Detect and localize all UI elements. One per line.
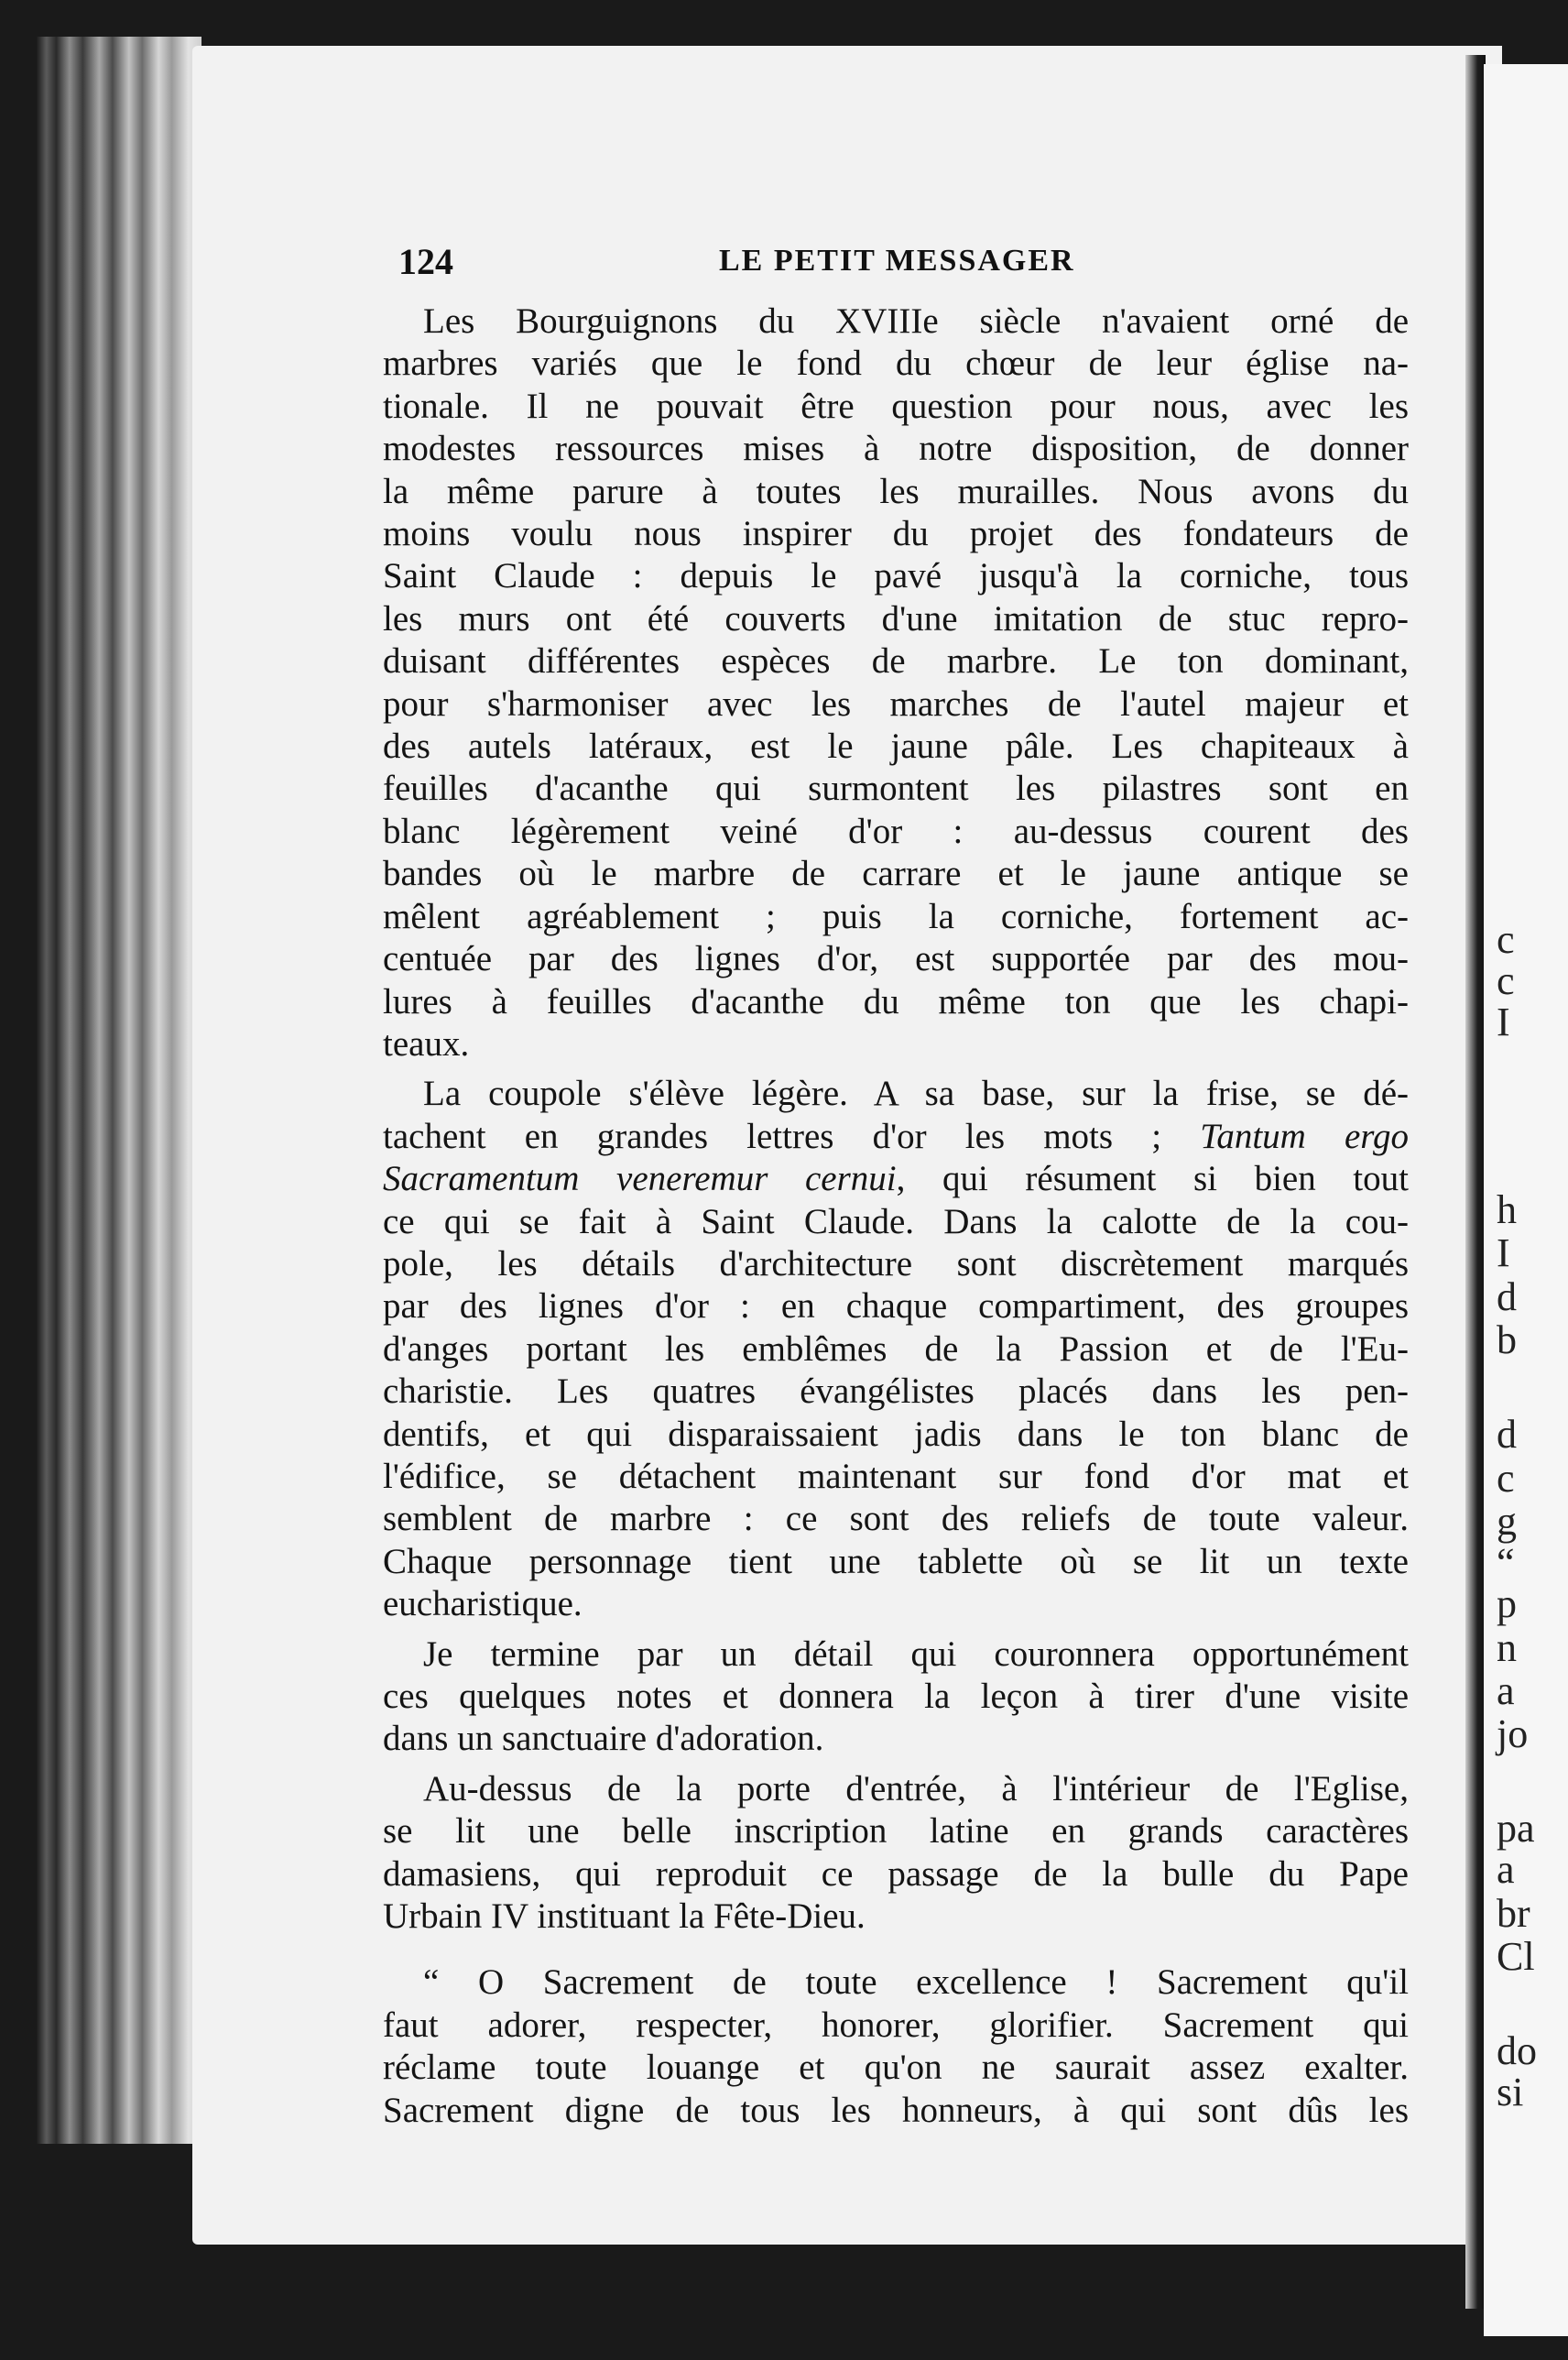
facing-page-fragment: jo: [1497, 1711, 1529, 1756]
text-line: eucharistique.: [383, 1584, 583, 1624]
facing-page-fragment: c: [1497, 1456, 1515, 1501]
text-line: se lit une belle inscription latine en grands caractères: [383, 1811, 1409, 1852]
text-line: pour s'harmoniser avec les marches de l'autel majeur et: [383, 683, 1409, 724]
text-line: lures à feuilles d'acanthe du même ton que les chapi-: [383, 981, 1409, 1022]
running-head: [398, 240, 1415, 295]
text-line: bandes où le marbre de carrare et le jaune antique se: [383, 854, 1409, 894]
text-line: Chaque personnage tient une tablette où se lit un texte: [383, 1541, 1409, 1581]
body-text: [383, 300, 1409, 2139]
facing-page-fragment: do: [1497, 2028, 1537, 2073]
text-line: teaux.: [383, 1023, 470, 1064]
text-line: tionale. Il ne pouvait être question pour nous, avec les: [383, 386, 1409, 426]
paragraph-2: [383, 1073, 1409, 1625]
text-line: blanc légèrement veiné d'or : au-dessus courent des: [383, 811, 1409, 851]
text-line: “ O Sacrement de toute excellence ! Sacrement qu'il: [423, 1962, 1409, 2003]
facing-page-fragment: c: [1497, 917, 1515, 962]
latin-quote-part-2: Sacramentum veneremur cernui: [383, 1159, 897, 1199]
book-binding-edge: [37, 37, 201, 2144]
text-line: [383, 1116, 1409, 1158]
text-line: feuilles d'acanthe qui surmontent les pilastres sont en: [383, 769, 1409, 809]
text-line: mêlent agréablement ; puis la corniche, fortement ac-: [383, 896, 1409, 936]
text-line: [383, 1158, 1409, 1200]
text-line: réclame toute louange et qu'on ne saurait assez exalter.: [383, 2048, 1409, 2088]
text-line: La coupole s'élève légère. A sa base, sur la frise, se dé-: [423, 1074, 1409, 1114]
facing-page-fragment: h: [1497, 1187, 1517, 1232]
facing-page-fragment: p: [1497, 1581, 1517, 1626]
paragraph-1: [383, 300, 1409, 1065]
text-line: la même parure à toutes les murailles. Nous avons du: [383, 471, 1409, 511]
facing-page-fragment: a: [1497, 1847, 1515, 1892]
facing-page-fragment: d: [1497, 1274, 1517, 1319]
text-line: Les Bourguignons du XVIIIe siècle n'avaient orné de: [423, 301, 1409, 341]
text-line: centuée par des lignes d'or, est supportée par des mou-: [383, 939, 1409, 979]
facing-page-fragment: c: [1497, 958, 1515, 1003]
text-line: d'anges portant les emblêmes de la Passion et de l'Eu-: [383, 1328, 1409, 1369]
text-line: Urbain IV instituant la Fête-Dieu.: [383, 1896, 866, 1937]
text-line: pole, les détails d'architecture sont discrètement marqués: [383, 1243, 1409, 1284]
text-line: dans un sanctuaire d'adoration.: [383, 1719, 824, 1759]
facing-page-fragment: I: [1497, 1000, 1510, 1044]
text-line: ce qui se fait à Saint Claude. Dans la calotte de la cou-: [383, 1201, 1409, 1241]
latin-quote-part-1: Tantum ergo: [1200, 1116, 1410, 1156]
paragraph-5: [383, 1961, 1409, 2132]
facing-page-fragment: I: [1497, 1230, 1510, 1275]
facing-page-fragment: b: [1497, 1317, 1517, 1362]
facing-page-fragment: si: [1497, 2070, 1524, 2114]
paragraph-3: [383, 1633, 1409, 1761]
facing-page-fragment: br: [1497, 1891, 1530, 1936]
text-fragment: , qui résument si bien tout: [896, 1159, 1409, 1199]
facing-page-fragment: “: [1497, 1540, 1515, 1585]
text-line: par des lignes d'or : en chaque compartiment, des groupes: [383, 1286, 1409, 1327]
facing-page-fragment: n: [1497, 1625, 1517, 1670]
text-line: Saint Claude : depuis le pavé jusqu'à la corniche, tous: [383, 556, 1409, 596]
facing-page-fragment: a: [1497, 1668, 1515, 1713]
text-line: charistie. Les quatres évangélistes placés dans les pen-: [383, 1371, 1409, 1412]
text-line: duisant différentes espèces de marbre. Le ton dominant,: [383, 641, 1409, 682]
facing-page-fragment: d: [1497, 1412, 1517, 1457]
text-line: les murs ont été couverts d'une imitation de stuc repro-: [383, 598, 1409, 639]
text-line: modestes ressources mises à notre disposition, de donner: [383, 429, 1409, 469]
text-line: Sacrement digne de tous les honneurs, à qui sont dûs les: [383, 2090, 1409, 2130]
page-number: 124: [398, 241, 453, 282]
journal-title: LE PETIT MESSAGER: [719, 244, 1075, 278]
facing-page-fragment: Cl: [1497, 1934, 1535, 1979]
paragraph-gap: [383, 1945, 1409, 1961]
facing-page-fragment: pa: [1497, 1806, 1535, 1851]
text-line: des autels latéraux, est le jaune pâle. Les chapiteaux à: [383, 727, 1409, 767]
text-line: l'édifice, se détachent maintenant sur fond d'or mat et: [383, 1456, 1409, 1496]
text-line: faut adorer, respecter, honorer, glorifier. Sacrement qui: [383, 2005, 1409, 2045]
text-line: damasiens, qui reproduit ce passage de la bulle du Pape: [383, 1853, 1409, 1894]
gutter-shadow: [1465, 55, 1486, 2309]
text-line: ces quelques notes et donnera la leçon à tirer d'une visite: [383, 1677, 1409, 1716]
facing-page-edge: [1484, 64, 1568, 2336]
facing-page-fragment: g: [1497, 1499, 1517, 1544]
text-line: Au-dessus de la porte d'entrée, à l'intérieur de l'Eglise,: [423, 1768, 1409, 1808]
paragraph-4: [383, 1768, 1409, 1939]
text-line: Je termine par un détail qui couronnera opportunément: [423, 1633, 1409, 1674]
text-fragment: tachent en grandes lettres d'or les mots ;: [383, 1116, 1201, 1156]
text-line: dentifs, et qui disparaissaient jadis dans le ton blanc de: [383, 1414, 1409, 1454]
text-line: moins voulu nous inspirer du projet des fondateurs de: [383, 514, 1409, 554]
text-line: marbres variés que le fond du chœur de leur église na-: [383, 344, 1409, 384]
text-line: semblent de marbre : ce sont des reliefs de toute valeur.: [383, 1499, 1409, 1539]
